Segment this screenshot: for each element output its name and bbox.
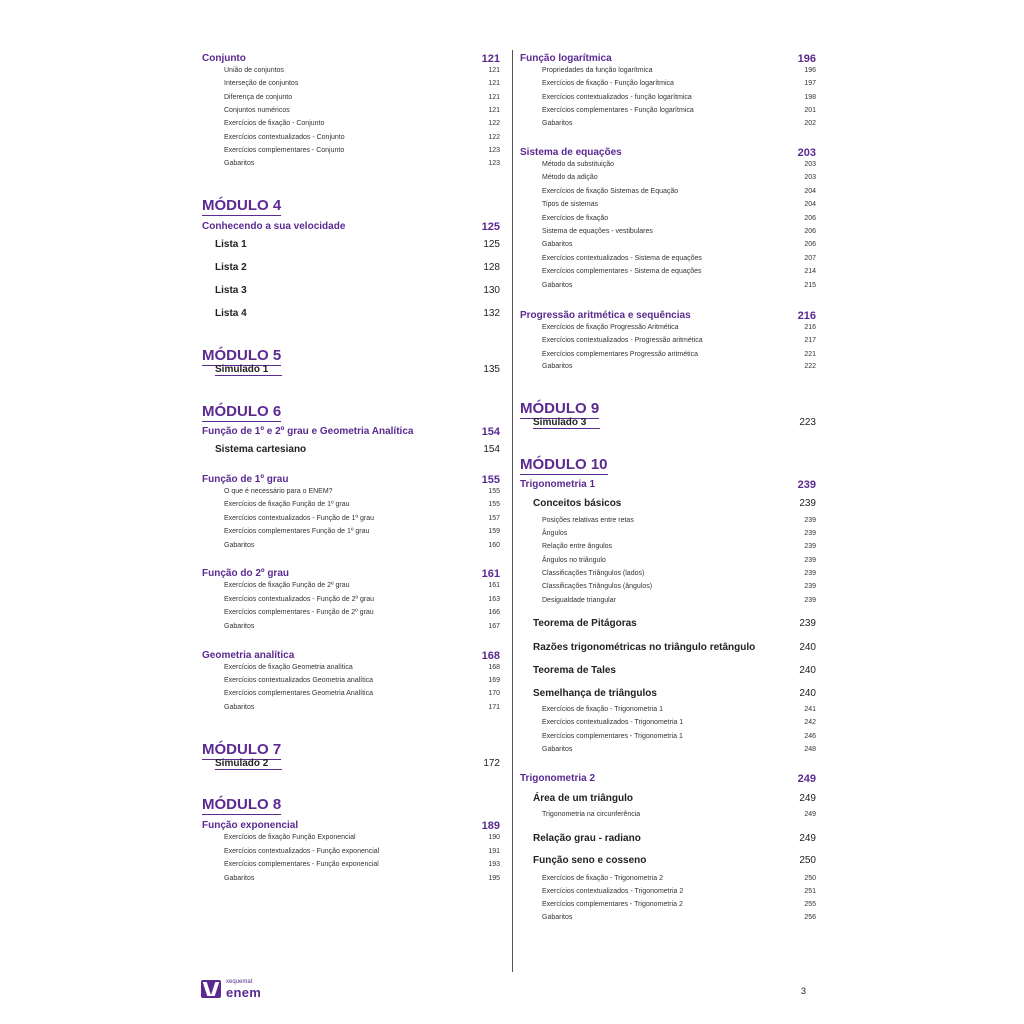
entry-title: Gabaritos: [224, 623, 255, 630]
module-heading: MÓDULO 6: [202, 403, 282, 420]
entry-title: Gabaritos: [542, 363, 573, 370]
entry-page-number: 240: [799, 665, 816, 676]
entry-title: Gabaritos: [224, 542, 255, 549]
entry-page-number: 157: [488, 515, 500, 522]
entry-page-number: 161: [481, 568, 500, 580]
entry-page-number: 241: [804, 706, 816, 713]
entry-title: Teorema de Tales: [533, 665, 616, 676]
entry-title: Exercícios de fixação Função de 2º grau: [224, 582, 350, 589]
section-heading: [202, 568, 500, 580]
entry-title: Conceitos básicos: [533, 498, 622, 509]
entry-title: Interseção de conjuntos: [224, 80, 299, 87]
entry-page-number: 246: [804, 733, 816, 740]
entry-title: Gabaritos: [224, 160, 255, 167]
entry-title: Lista 3: [215, 285, 247, 296]
entry-page-number: 190: [488, 834, 500, 841]
entry-title: Exercícios contextualizados - Função de 2º grau: [224, 596, 375, 603]
entry-title: Função exponencial: [202, 820, 299, 831]
module-heading: MÓDULO 5: [202, 347, 282, 364]
entry-page-number: 155: [481, 474, 500, 486]
entry-page-number: 195: [488, 875, 500, 882]
module-heading: MÓDULO 8: [202, 796, 282, 813]
entry-page-number: 249: [804, 811, 816, 818]
entry-title: Gabaritos: [224, 875, 255, 882]
entry-page-number: 123: [488, 160, 500, 167]
entry-page-number: 189: [481, 820, 500, 832]
entry-page-number: 160: [488, 542, 500, 549]
entry-page-number: 221: [804, 351, 816, 358]
logo-big-text: enem: [226, 985, 262, 1000]
entry-page-number: 250: [804, 875, 816, 882]
entry-title: Trigonometria 2: [520, 773, 596, 784]
entry-page-number: 154: [481, 426, 500, 438]
entry-page-number: 256: [804, 914, 816, 921]
entry-title: Exercícios contextualizados - função logarítmica: [542, 94, 692, 101]
entry-title: Método da substituição: [542, 161, 614, 168]
entry-page-number: 196: [804, 67, 816, 74]
entry-title: Conjuntos numéricos: [224, 107, 290, 114]
entry-page-number: 166: [488, 609, 500, 616]
entry-page-number: 206: [804, 228, 816, 235]
entry-page-number: 249: [799, 793, 816, 804]
entry-page-number: 121: [488, 94, 500, 101]
entry-title: Método da adição: [542, 174, 598, 181]
entry-page-number: 121: [488, 67, 500, 74]
entry-page-number: 168: [488, 664, 500, 671]
section-heading: [202, 474, 500, 486]
entry-title: Exercícios de fixação: [542, 215, 609, 222]
section-heading: [520, 53, 816, 65]
entry-title: Desigualdade triangular: [542, 597, 616, 604]
entry-page-number: 217: [804, 337, 816, 344]
entry-title: Exercícios de fixação Função de 1º grau: [224, 501, 350, 508]
entry-title: Semelhança de triângulos: [533, 688, 657, 699]
entry-page-number: 239: [804, 557, 816, 564]
entry-title: Posições relativas entre retas: [542, 517, 634, 524]
entry-page-number: 250: [799, 855, 816, 866]
entry-page-number: 239: [799, 498, 816, 509]
entry-page-number: 197: [804, 80, 816, 87]
entry-page-number: 171: [488, 704, 500, 711]
entry-page-number: 222: [804, 363, 816, 370]
entry-page-number: 255: [804, 901, 816, 908]
entry-page-number: 121: [488, 80, 500, 87]
entry-title: Gabaritos: [542, 746, 573, 753]
section-heading: [520, 479, 816, 491]
entry-page-number: 191: [488, 848, 500, 855]
entry-page-number: 201: [804, 107, 816, 114]
entry-title: Exercícios complementares Geometria Analítica: [224, 690, 374, 697]
column-divider: [512, 50, 513, 972]
entry-page-number: 155: [488, 488, 500, 495]
entry-title: Sistema cartesiano: [215, 444, 307, 455]
entry-page-number: 203: [797, 147, 816, 159]
entry-title: União de conjuntos: [224, 67, 284, 74]
entry-title: Gabaritos: [542, 282, 573, 289]
entry-page-number: 121: [481, 53, 500, 65]
entry-title: Área de um triângulo: [533, 793, 634, 804]
toc-left-column: [202, 0, 502, 1024]
entry-page-number: 135: [483, 364, 500, 375]
entry-page-number: 239: [799, 618, 816, 629]
section-heading: [520, 773, 816, 785]
section-heading: [520, 310, 816, 322]
entry-page-number: 240: [799, 642, 816, 653]
entry-page-number: 121: [488, 107, 500, 114]
entry-page-number: 206: [804, 241, 816, 248]
entry-page-number: 239: [804, 570, 816, 577]
entry-title: Exercícios de fixação Geometria analítica: [224, 664, 353, 671]
entry-page-number: 251: [804, 888, 816, 895]
entry-title: Geometria analítica: [202, 650, 295, 661]
entry-title: Exercícios de fixação - Trigonometria 2: [542, 875, 663, 882]
entry-title: Gabaritos: [224, 704, 255, 711]
entry-title: Exercícios complementares - Sistema de equações: [542, 268, 702, 275]
entry-title: Exercícios de fixação Função Exponencial: [224, 834, 356, 841]
section-heading: [202, 820, 500, 832]
entry-page-number: 122: [488, 134, 500, 141]
section-heading: [520, 147, 816, 159]
entry-page-number: 159: [488, 528, 500, 535]
entry-page-number: 216: [797, 310, 816, 322]
entry-title: Exercícios complementares Função de 1º grau: [224, 528, 370, 535]
entry-page-number: 249: [797, 773, 816, 785]
entry-title: Exercícios contextualizados - Sistema de equações: [542, 255, 702, 262]
page-number: 3: [801, 986, 807, 996]
entry-title: Gabaritos: [542, 241, 573, 248]
entry-page-number: 214: [804, 268, 816, 275]
entry-title: Exercícios complementares Progressão aritmética: [542, 351, 699, 358]
entry-title: Classificações Triângulos (ângulos): [542, 583, 653, 590]
entry-title: Trigonometria na circunferência: [542, 811, 641, 818]
entry-page-number: 170: [488, 690, 500, 697]
entry-title: Função do 2º grau: [202, 568, 289, 579]
entry-title: Lista 2: [215, 262, 247, 273]
toc-right-column: [520, 0, 820, 1024]
entry-page-number: 155: [488, 501, 500, 508]
entry-page-number: 240: [799, 688, 816, 699]
xequemat-logo-icon: [201, 980, 221, 998]
entry-page-number: 167: [488, 623, 500, 630]
entry-title: Função seno e cosseno: [533, 855, 647, 866]
entry-page-number: 223: [799, 417, 816, 428]
entry-title: Lista 1: [215, 239, 247, 250]
entry-title: Ângulos no triângulo: [542, 557, 606, 564]
entry-title: Lista 4: [215, 308, 247, 319]
entry-page-number: 196: [797, 53, 816, 65]
entry-page-number: 123: [488, 147, 500, 154]
entry-page-number: 202: [804, 120, 816, 127]
module-heading: MÓDULO 9: [520, 400, 600, 417]
entry-title: Exercícios contextualizados - Trigonometria 2: [542, 888, 684, 895]
entry-page-number: 239: [797, 479, 816, 491]
section-heading: [202, 650, 500, 662]
entry-title: Exercícios de fixação Progressão Aritmética: [542, 324, 679, 331]
entry-title: O que é necessário para o ENEM?: [224, 488, 333, 495]
entry-page-number: 172: [483, 758, 500, 769]
entry-title: Exercícios contextualizados - Progressão aritmética: [542, 337, 703, 344]
entry-title: Conjunto: [202, 53, 246, 64]
section-heading: [202, 426, 500, 438]
entry-title: Exercícios complementares - Função exponencial: [224, 861, 379, 868]
entry-page-number: 206: [804, 215, 816, 222]
entry-page-number: 122: [488, 120, 500, 127]
entry-title: Exercícios de fixação Sistemas de Equação: [542, 188, 679, 195]
entry-title: Exercícios contextualizados - Função exponencial: [224, 848, 380, 855]
entry-page-number: 248: [804, 746, 816, 753]
entry-title: Exercícios contextualizados - Conjunto: [224, 134, 345, 141]
entry-title: Exercícios complementares - Função logarítmica: [542, 107, 694, 114]
entry-page-number: 239: [804, 597, 816, 604]
entry-title: Teorema de Pitágoras: [533, 618, 637, 629]
entry-title: Relação grau - radiano: [533, 833, 641, 844]
entry-page-number: 161: [488, 582, 500, 589]
entry-title: Tipos de sistemas: [542, 201, 599, 208]
module-heading: MÓDULO 4: [202, 197, 282, 214]
entry-page-number: 204: [804, 201, 816, 208]
entry-title: Propriedades da função logarítmica: [542, 67, 653, 74]
entry-page-number: 239: [804, 583, 816, 590]
entry-title: Razões trigonométricas no triângulo retângulo: [533, 642, 756, 653]
entry-title: Relação entre ângulos: [542, 543, 613, 550]
entry-page-number: 163: [488, 596, 500, 603]
entry-page-number: 128: [483, 262, 500, 273]
entry-page-number: 239: [804, 543, 816, 550]
entry-title: Exercícios complementares - Conjunto: [224, 147, 345, 154]
entry-page-number: 239: [804, 530, 816, 537]
entry-title: Exercícios contextualizados - Trigonometria 1: [542, 719, 684, 726]
module-heading: MÓDULO 10: [520, 456, 608, 473]
entry-title: Simulado 1: [215, 364, 282, 376]
entry-title: Exercícios contextualizados Geometria analítica: [224, 677, 374, 684]
entry-title: Exercícios complementares - Trigonometria 2: [542, 901, 683, 908]
entry-page-number: 204: [804, 188, 816, 195]
entry-title: Exercícios de fixação - Conjunto: [224, 120, 325, 127]
entry-title: Função de 1º e 2º grau e Geometria Analítica: [202, 426, 414, 437]
entry-title: Exercícios contextualizados - Função de 1º grau: [224, 515, 375, 522]
entry-title: Exercícios complementares - Função de 2º grau: [224, 609, 374, 616]
entry-page-number: 198: [804, 94, 816, 101]
entry-title: Simulado 2: [215, 758, 282, 770]
logo-small-text: xequemat: [226, 979, 253, 985]
entry-title: Ângulos: [542, 530, 568, 537]
entry-title: Simulado 3: [533, 417, 600, 429]
entry-page-number: 203: [804, 174, 816, 181]
entry-title: Gabaritos: [542, 914, 573, 921]
module-heading: MÓDULO 7: [202, 741, 282, 758]
entry-page-number: 130: [483, 285, 500, 296]
section-heading: [202, 53, 500, 65]
entry-page-number: 168: [481, 650, 500, 662]
entry-page-number: 169: [488, 677, 500, 684]
entry-title: Progressão aritmética e sequências: [520, 310, 691, 321]
entry-title: Função logarítmica: [520, 53, 612, 64]
entry-page-number: 132: [483, 308, 500, 319]
entry-page-number: 207: [804, 255, 816, 262]
entry-title: Exercícios de fixação - Trigonometria 1: [542, 706, 663, 713]
entry-page-number: 193: [488, 861, 500, 868]
entry-title: Classificações Triângulos (lados): [542, 570, 645, 577]
entry-title: Diferença de conjunto: [224, 94, 293, 101]
entry-title: Sistema de equações: [520, 147, 622, 158]
entry-page-number: 154: [483, 444, 500, 455]
entry-page-number: 215: [804, 282, 816, 289]
entry-page-number: 249: [799, 833, 816, 844]
entry-page-number: 216: [804, 324, 816, 331]
entry-page-number: 125: [483, 239, 500, 250]
entry-page-number: 125: [481, 221, 500, 233]
entry-title: Sistema de equações - vestibulares: [542, 228, 653, 235]
entry-title: Exercícios de fixação - Função logarítmica: [542, 80, 674, 87]
entry-page-number: 242: [804, 719, 816, 726]
entry-page-number: 203: [804, 161, 816, 168]
entry-title: Conhecendo a sua velocidade: [202, 221, 346, 232]
section-heading: [202, 221, 500, 233]
entry-page-number: 239: [804, 517, 816, 524]
entry-title: Exercícios complementares - Trigonometria 1: [542, 733, 683, 740]
entry-title: Função de 1º grau: [202, 474, 289, 485]
entry-title: Trigonometria 1: [520, 479, 596, 490]
entry-title: Gabaritos: [542, 120, 573, 127]
